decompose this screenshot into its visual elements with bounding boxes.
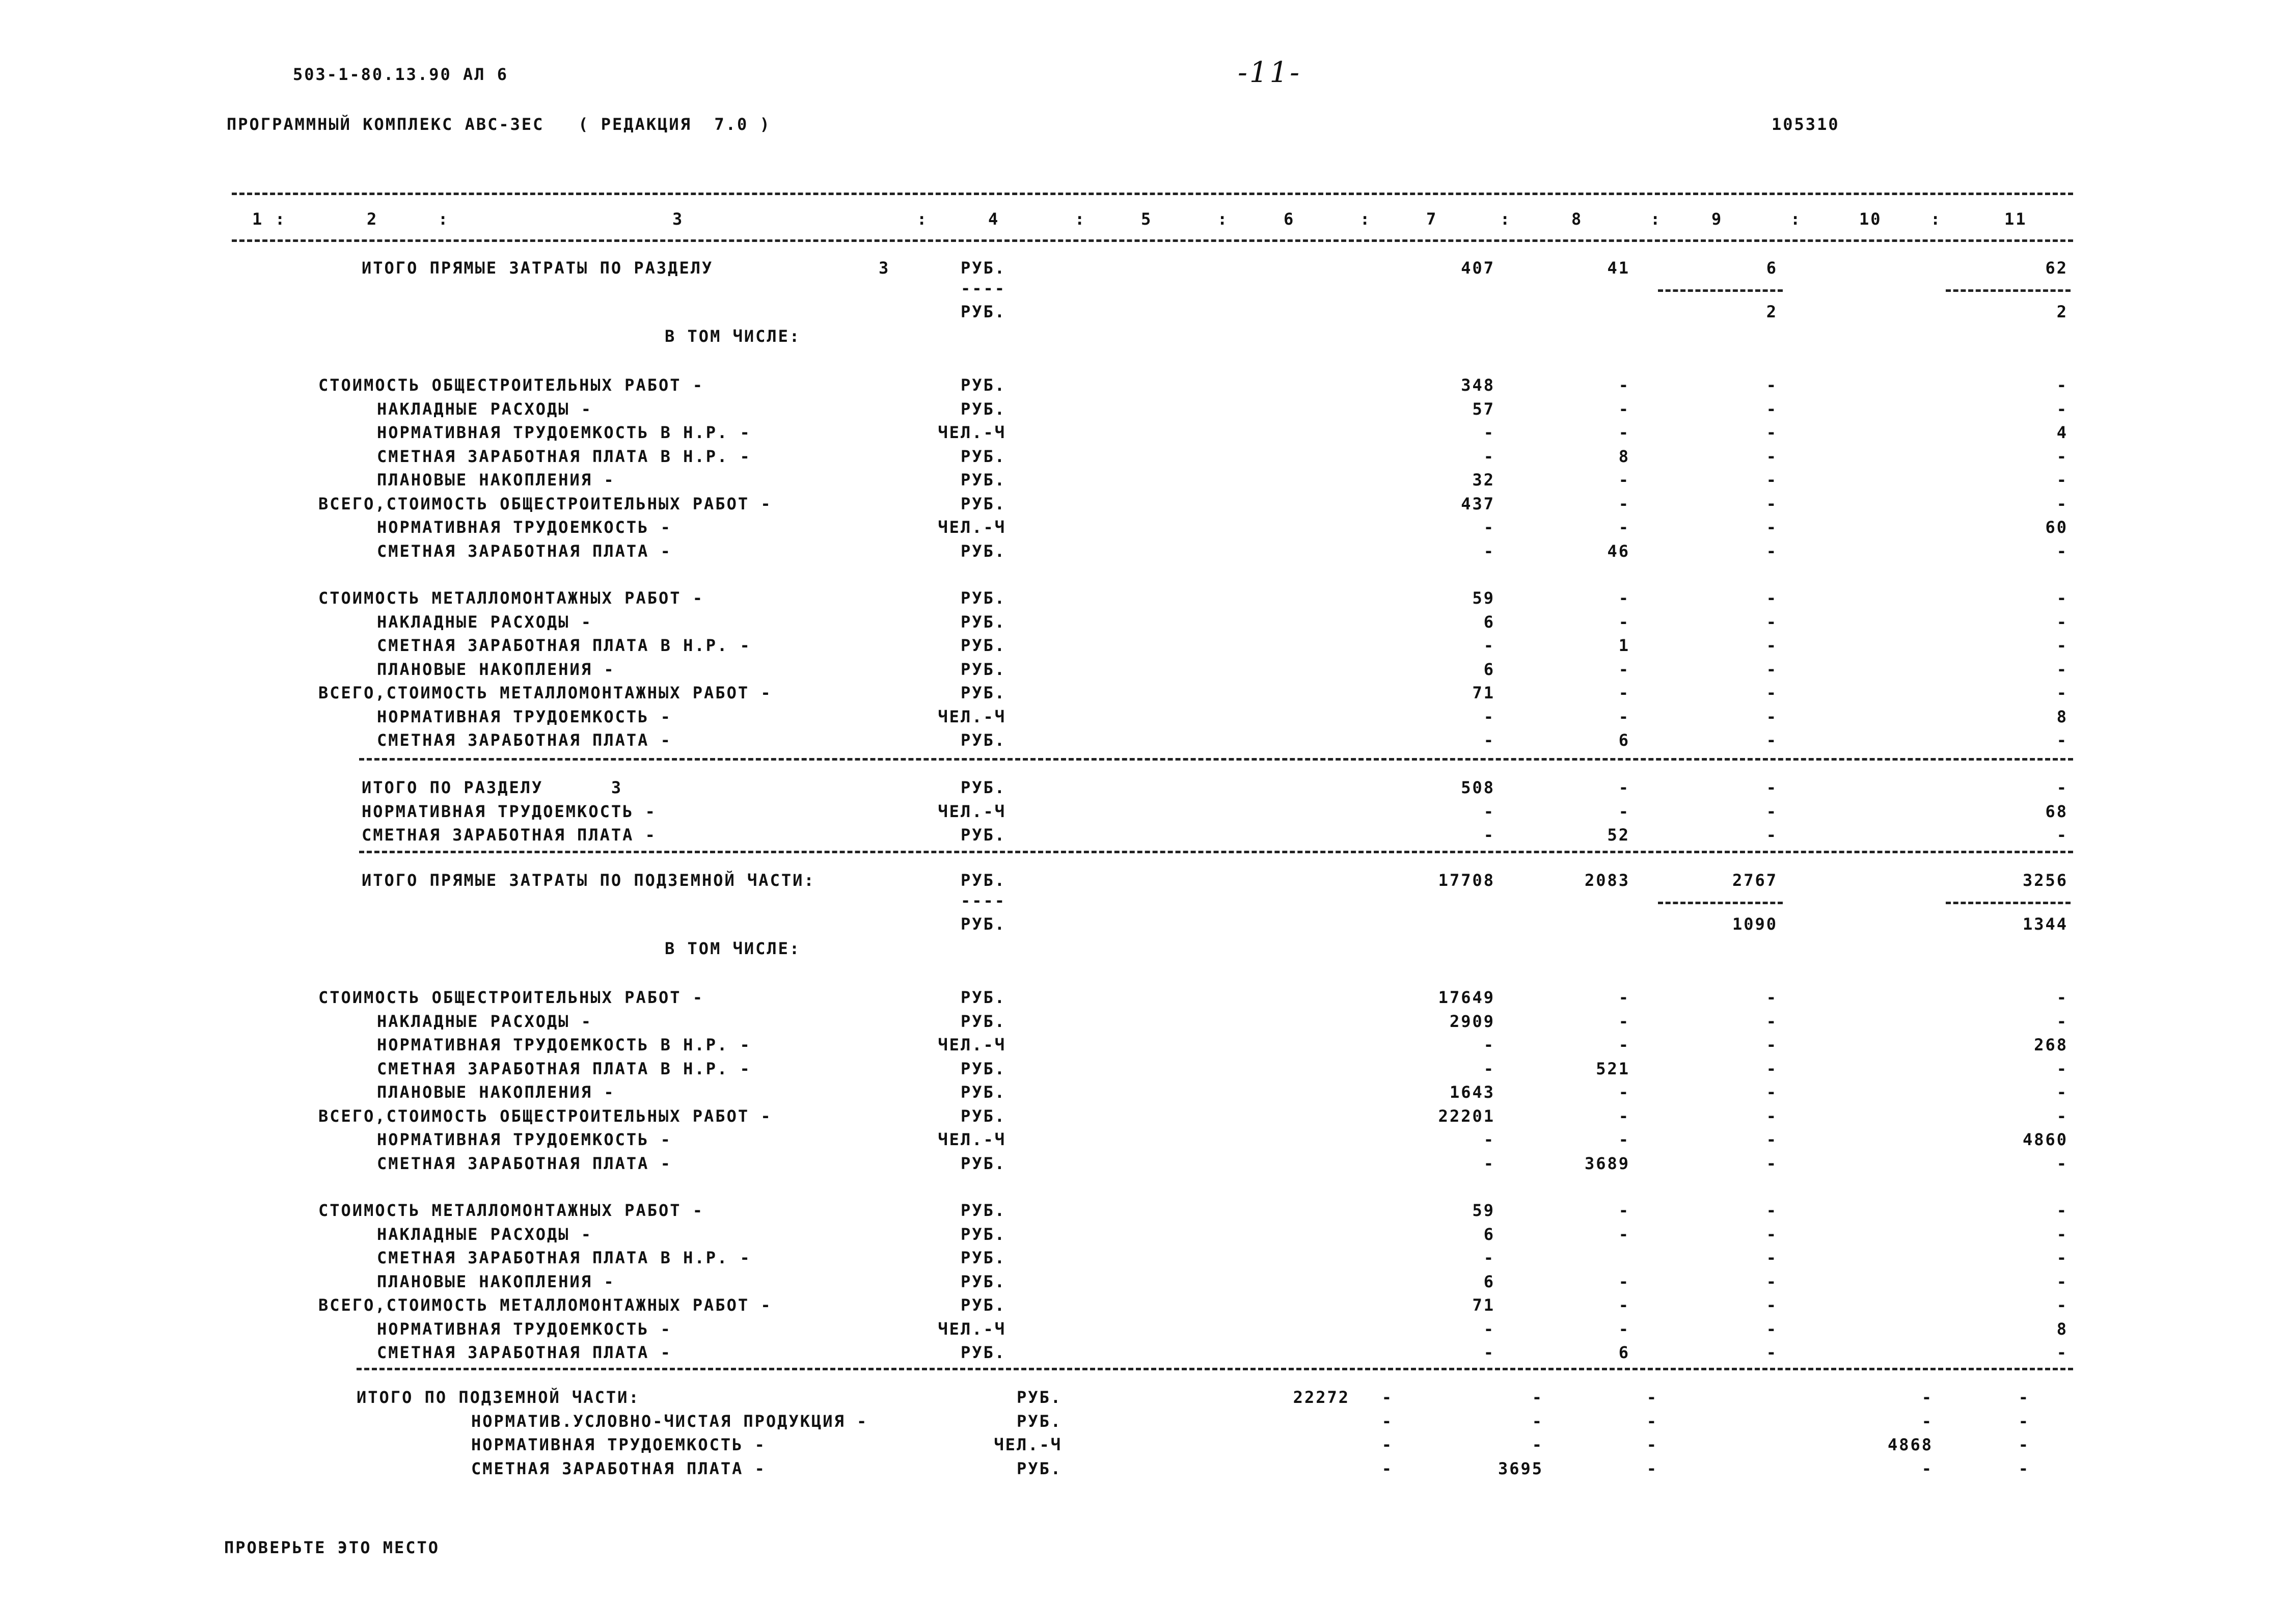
cell-c7: 348 — [1461, 375, 1495, 395]
cell-c11: - — [2056, 541, 2068, 561]
cell-c8: - — [1618, 423, 1630, 442]
cell-c8: - — [1532, 1435, 1543, 1454]
cell-c11: - — [2056, 730, 2068, 750]
cell-c9: - — [1766, 588, 1778, 608]
row-label: НАКЛАДНЫЕ РАСХОДЫ - — [377, 1011, 593, 1031]
cell-c8: - — [1618, 1319, 1630, 1339]
cell-c11: - — [2056, 636, 2068, 655]
table-header-rule — [232, 239, 2073, 242]
page-number: -11- — [1238, 56, 1302, 89]
cell-c11: 3256 — [2022, 871, 2068, 890]
row-label: СМЕТНАЯ ЗАРАБОТНАЯ ПЛАТА В Н.Р. - — [377, 1248, 751, 1267]
column-header-2: 2 — [367, 209, 378, 229]
cell-c11: - — [2056, 1106, 2068, 1126]
cell-c8: - — [1618, 1295, 1630, 1315]
cell-c9: - — [1766, 518, 1778, 537]
cell-c7: - — [1483, 1130, 1495, 1149]
column-separator: : — [1075, 209, 1086, 229]
cell-c8: - — [1532, 1411, 1543, 1431]
table-top-rule — [232, 193, 2073, 195]
row-label: ПЛАНОВЫЕ НАКОПЛЕНИЯ - — [377, 659, 615, 679]
cell-c9: - — [1766, 494, 1778, 513]
cell-c7: 59 — [1472, 588, 1495, 608]
cell-c11: 268 — [2034, 1035, 2068, 1054]
cell-c11: 1344 — [2022, 914, 2068, 934]
underground-total-rule — [357, 1368, 2073, 1370]
row-label: НАКЛАДНЫЕ РАСХОДЫ - — [377, 399, 593, 419]
cell-c7: - — [1483, 1035, 1495, 1054]
row-unit: РУБ. — [960, 988, 1006, 1007]
cell-c9: - — [1766, 541, 1778, 561]
cell-c9: 1090 — [1732, 914, 1778, 934]
cell-c7: - — [1483, 518, 1495, 537]
column-header-7: 7 — [1426, 209, 1438, 229]
cell-c9: - — [1766, 707, 1778, 726]
row-unit: РУБ. — [960, 914, 1006, 934]
row-label: ИТОГО ПРЯМЫЕ ЗАТРАТЫ ПО ПОДЗЕМНОЙ ЧАСТИ: — [362, 871, 815, 890]
cell-c11: 68 — [2045, 801, 2068, 821]
cell-c9: - — [1646, 1411, 1658, 1431]
cell-c7: 2909 — [1449, 1011, 1495, 1031]
row-label: НОРМАТИВНАЯ ТРУДОЕМКОСТЬ - — [377, 1319, 672, 1339]
row-label: НОРМАТИВНАЯ ТРУДОЕМКОСТЬ - — [377, 707, 672, 726]
cell-c11: - — [2056, 446, 2068, 466]
cell-c9: 6 — [1766, 258, 1778, 278]
cell-c11: 4860 — [2022, 1130, 2068, 1149]
cell-c8: - — [1618, 1011, 1630, 1031]
row-label: ИТОГО ПО ПОДЗЕМНОЙ ЧАСТИ: — [357, 1388, 640, 1407]
cell-c10: - — [1921, 1411, 1933, 1431]
cell-c11: 2 — [2056, 302, 2068, 321]
row-label: НОРМАТИВНАЯ ТРУДОЕМКОСТЬ - — [362, 801, 657, 821]
row-label: ВСЕГО,СТОИМОСТЬ МЕТАЛЛОМОНТАЖНЫХ РАБОТ - — [318, 1295, 772, 1315]
cell-c11: - — [2056, 588, 2068, 608]
cell-c8: - — [1618, 778, 1630, 797]
cell-c9: - — [1766, 399, 1778, 419]
cell-c6: 22272 — [1293, 1388, 1350, 1407]
cell-c7: - — [1381, 1435, 1393, 1454]
column-header-10: 10 — [1859, 209, 1882, 229]
cell-c9: - — [1766, 1059, 1778, 1078]
cell-c11: - — [2056, 988, 2068, 1007]
row-label: ПЛАНОВЫЕ НАКОПЛЕНИЯ - — [377, 1082, 615, 1102]
cell-c7: 407 — [1461, 258, 1495, 278]
cell-c9: - — [1766, 1343, 1778, 1362]
cell-c9: - — [1766, 988, 1778, 1007]
cell-c7: - — [1381, 1411, 1393, 1431]
row-unit: РУБ. — [960, 399, 1006, 419]
cell-c7: - — [1483, 423, 1495, 442]
cell-c7: 17649 — [1438, 988, 1495, 1007]
cell-c11: - — [2056, 375, 2068, 395]
column-header-9: 9 — [1711, 209, 1723, 229]
cell-c9: - — [1766, 801, 1778, 821]
cell-c8: - — [1618, 1201, 1630, 1220]
row-unit: РУБ. — [960, 659, 1006, 679]
row-label: СМЕТНАЯ ЗАРАБОТНАЯ ПЛАТА В Н.Р. - — [377, 1059, 751, 1078]
row-unit: РУБ. — [960, 1059, 1006, 1078]
row-unit: РУБ. — [960, 636, 1006, 655]
row-unit: РУБ. — [960, 1224, 1006, 1244]
cell-c8: 46 — [1607, 541, 1630, 561]
including-heading: В ТОМ ЧИСЛЕ: — [665, 327, 801, 346]
row-unit: РУБ. — [1016, 1388, 1062, 1407]
cell-c8: 6 — [1618, 1343, 1630, 1362]
row-label: СТОИМОСТЬ ОБЩЕСТРОИТЕЛЬНЫХ РАБОТ - — [318, 988, 704, 1007]
row-unit: ЧЕЛ.-Ч — [938, 423, 1006, 442]
row-unit: ЧЕЛ.-Ч — [938, 518, 1006, 537]
cell-c8: - — [1618, 683, 1630, 702]
section-number: 3 — [879, 258, 890, 278]
cell-c9: - — [1646, 1458, 1658, 1478]
section-total-rule — [359, 758, 2073, 761]
row-label: НОРМАТИВНАЯ ТРУДОЕМКОСТЬ - — [377, 1130, 672, 1149]
row-label: СМЕТНАЯ ЗАРАБОТНАЯ ПЛАТА - — [377, 541, 672, 561]
cell-c11: - — [2018, 1411, 2030, 1431]
row-unit: РУБ. — [960, 1153, 1006, 1173]
cell-c7: - — [1483, 446, 1495, 466]
row-label: ИТОГО ПРЯМЫЕ ЗАТРАТЫ ПО РАЗДЕЛУ — [362, 258, 714, 278]
row-label: ВСЕГО,СТОИМОСТЬ МЕТАЛЛОМОНТАЖНЫХ РАБОТ - — [318, 683, 772, 702]
cell-c9: - — [1766, 825, 1778, 845]
row-label: НАКЛАДНЫЕ РАСХОДЫ - — [377, 612, 593, 632]
cell-c9: - — [1766, 1201, 1778, 1220]
cell-c8: - — [1618, 399, 1630, 419]
row-unit: РУБ. — [1016, 1458, 1062, 1478]
cell-c9: - — [1766, 778, 1778, 797]
cell-c9: - — [1766, 1011, 1778, 1031]
row-unit: РУБ. — [960, 588, 1006, 608]
column-separator: : — [275, 209, 287, 229]
cell-c9: - — [1766, 1224, 1778, 1244]
cell-c8: - — [1618, 1035, 1630, 1054]
cell-c8: - — [1618, 707, 1630, 726]
subtotal-rule-c9 — [1658, 902, 1783, 904]
cell-c10: - — [1921, 1458, 1933, 1478]
cell-c9: - — [1766, 470, 1778, 490]
cell-c8: - — [1618, 1106, 1630, 1126]
cell-c9: - — [1766, 683, 1778, 702]
cell-c8: - — [1618, 1130, 1630, 1149]
cell-c7: 59 — [1472, 1201, 1495, 1220]
cell-c8: - — [1618, 588, 1630, 608]
cell-c7: 22201 — [1438, 1106, 1495, 1126]
cell-c8: - — [1618, 518, 1630, 537]
cell-c8: - — [1618, 801, 1630, 821]
cell-c11: - — [2056, 778, 2068, 797]
cell-c9: - — [1766, 636, 1778, 655]
cell-c7: - — [1483, 730, 1495, 750]
cell-c8: 3689 — [1584, 1153, 1630, 1173]
row-unit: ЧЕЛ.-Ч — [938, 707, 1006, 726]
cell-c11: - — [2056, 1153, 2068, 1173]
cell-c11: - — [2056, 1224, 2068, 1244]
cell-c11: - — [2056, 683, 2068, 702]
row-label: ИТОГО ПО РАЗДЕЛУ 3 — [362, 778, 623, 797]
cell-c10: - — [1921, 1388, 1933, 1407]
row-label: НОРМАТИВНАЯ ТРУДОЕМКОСТЬ - — [471, 1435, 766, 1454]
cell-c11: - — [2018, 1458, 2030, 1478]
cell-c7: - — [1483, 1248, 1495, 1267]
document-number: 105310 — [1772, 115, 1840, 134]
column-separator: : — [1217, 209, 1229, 229]
unit-marks: ---- — [960, 891, 1006, 910]
cell-c7: - — [1483, 1059, 1495, 1078]
cell-c11: 4 — [2056, 423, 2068, 442]
cell-c8: 41 — [1607, 258, 1630, 278]
cell-c8: - — [1618, 1271, 1630, 1291]
cell-c8: 2083 — [1584, 871, 1630, 890]
cell-c8: 3695 — [1498, 1458, 1543, 1478]
row-label: СМЕТНАЯ ЗАРАБОТНАЯ ПЛАТА - — [377, 730, 672, 750]
cell-c9: - — [1766, 1271, 1778, 1291]
row-label: НОРМАТИВ.УСЛОВНО-ЧИСТАЯ ПРОДУКЦИЯ - — [471, 1411, 868, 1431]
cell-c11: 62 — [2045, 258, 2068, 278]
cell-c7: 6 — [1483, 612, 1495, 632]
column-separator: : — [1930, 209, 1942, 229]
cell-c11: - — [2056, 1201, 2068, 1220]
document-code: 503-1-80.13.90 АЛ 6 — [293, 65, 509, 84]
cell-c8: - — [1618, 612, 1630, 632]
row-label: СМЕТНАЯ ЗАРАБОТНАЯ ПЛАТА - — [377, 1343, 672, 1362]
column-header-1: 1 — [252, 209, 264, 229]
cell-c9: 2767 — [1732, 871, 1778, 890]
cell-c9: - — [1766, 1295, 1778, 1315]
column-separator: : — [1360, 209, 1372, 229]
cell-c11: - — [2056, 399, 2068, 419]
cell-c9: - — [1646, 1388, 1658, 1407]
cell-c7: 508 — [1461, 778, 1495, 797]
row-unit: РУБ. — [960, 730, 1006, 750]
row-label: НОРМАТИВНАЯ ТРУДОЕМКОСТЬ - — [377, 518, 672, 537]
cell-c11: 8 — [2056, 1319, 2068, 1339]
cell-c7: 437 — [1461, 494, 1495, 513]
row-label: СТОИМОСТЬ МЕТАЛЛОМОНТАЖНЫХ РАБОТ - — [318, 588, 704, 608]
cell-c11: - — [2056, 1248, 2068, 1267]
cell-c8: 6 — [1618, 730, 1630, 750]
cell-c7: 57 — [1472, 399, 1495, 419]
row-label: ВСЕГО,СТОИМОСТЬ ОБЩЕСТРОИТЕЛЬНЫХ РАБОТ - — [318, 1106, 772, 1126]
cell-c8: - — [1618, 375, 1630, 395]
cell-c8: - — [1618, 659, 1630, 679]
cell-c7: 17708 — [1438, 871, 1495, 890]
row-unit: РУБ. — [960, 494, 1006, 513]
cell-c7: - — [1483, 825, 1495, 845]
column-separator: : — [1790, 209, 1802, 229]
row-unit: РУБ. — [960, 1343, 1006, 1362]
row-label: СМЕТНАЯ ЗАРАБОТНАЯ ПЛАТА - — [362, 825, 657, 845]
cell-c11: - — [2056, 659, 2068, 679]
row-unit: РУБ. — [960, 1106, 1006, 1126]
cell-c11: - — [2056, 1082, 2068, 1102]
row-unit: РУБ. — [960, 375, 1006, 395]
column-header-8: 8 — [1571, 209, 1583, 229]
cell-c7: 6 — [1483, 1224, 1495, 1244]
row-unit: РУБ. — [1016, 1411, 1062, 1431]
section-end-rule — [359, 851, 2073, 853]
row-label: НОРМАТИВНАЯ ТРУДОЕМКОСТЬ В Н.Р. - — [377, 1035, 751, 1054]
cell-c7: - — [1483, 707, 1495, 726]
cell-c11: - — [2018, 1435, 2030, 1454]
cell-c7: 6 — [1483, 659, 1495, 679]
cell-c9: - — [1766, 612, 1778, 632]
cell-c7: - — [1483, 636, 1495, 655]
row-label: ВСЕГО,СТОИМОСТЬ ОБЩЕСТРОИТЕЛЬНЫХ РАБОТ - — [318, 494, 772, 513]
cell-c7: 32 — [1472, 470, 1495, 490]
cell-c8: - — [1618, 988, 1630, 1007]
row-label: НОРМАТИВНАЯ ТРУДОЕМКОСТЬ В Н.Р. - — [377, 423, 751, 442]
row-unit: РУБ. — [960, 778, 1006, 797]
row-label: ПЛАНОВЫЕ НАКОПЛЕНИЯ - — [377, 470, 615, 490]
row-unit: РУБ. — [960, 612, 1006, 632]
cell-c11: - — [2056, 612, 2068, 632]
cell-c9: 2 — [1766, 302, 1778, 321]
row-label: СТОИМОСТЬ МЕТАЛЛОМОНТАЖНЫХ РАБОТ - — [318, 1201, 704, 1220]
row-unit: ЧЕЛ.-Ч — [938, 801, 1006, 821]
row-label: СТОИМОСТЬ ОБЩЕСТРОИТЕЛЬНЫХ РАБОТ - — [318, 375, 704, 395]
cell-c7: 71 — [1472, 1295, 1495, 1315]
cell-c11: - — [2056, 1059, 2068, 1078]
row-unit: РУБ. — [960, 1011, 1006, 1031]
row-unit: ЧЕЛ.-Ч — [938, 1035, 1006, 1054]
cell-c9: - — [1766, 1248, 1778, 1267]
column-separator: : — [1500, 209, 1512, 229]
subtotal-rule-c9 — [1658, 289, 1783, 292]
row-label: СМЕТНАЯ ЗАРАБОТНАЯ ПЛАТА - — [471, 1458, 766, 1478]
cell-c11: - — [2056, 470, 2068, 490]
row-unit: РУБ. — [960, 825, 1006, 845]
cell-c11: - — [2056, 825, 2068, 845]
footer-note: ПРОВЕРЬТЕ ЭТО МЕСТО — [224, 1538, 440, 1557]
row-unit: ЧЕЛ.-Ч — [938, 1130, 1006, 1149]
row-unit: РУБ. — [960, 1201, 1006, 1220]
row-unit: РУБ. — [960, 1295, 1006, 1315]
program-title: ПРОГРАММНЫЙ КОМПЛЕКС АВС-ЗЕС ( РЕДАКЦИЯ 7.0 ) — [227, 115, 771, 134]
row-unit: РУБ. — [960, 871, 1006, 890]
cell-c9: - — [1766, 1319, 1778, 1339]
cell-c9: - — [1766, 375, 1778, 395]
row-label: НАКЛАДНЫЕ РАСХОДЫ - — [377, 1224, 593, 1244]
cell-c8: - — [1618, 1224, 1630, 1244]
cell-c8: - — [1618, 1082, 1630, 1102]
row-unit: РУБ. — [960, 1271, 1006, 1291]
cell-c9: - — [1766, 659, 1778, 679]
column-header-6: 6 — [1284, 209, 1295, 229]
cell-c7: - — [1381, 1388, 1393, 1407]
cell-c11: - — [2056, 494, 2068, 513]
row-unit: РУБ. — [960, 258, 1006, 278]
cell-c9: - — [1766, 1106, 1778, 1126]
row-label: ПЛАНОВЫЕ НАКОПЛЕНИЯ - — [377, 1271, 615, 1291]
column-header-11: 11 — [2004, 209, 2027, 229]
cell-c11: - — [2056, 1295, 2068, 1315]
row-label: СМЕТНАЯ ЗАРАБОТНАЯ ПЛАТА В Н.Р. - — [377, 446, 751, 466]
row-unit: РУБ. — [960, 683, 1006, 702]
cell-c9: - — [1766, 1035, 1778, 1054]
cell-c10: 4868 — [1887, 1435, 1933, 1454]
row-unit: РУБ. — [960, 470, 1006, 490]
column-separator: : — [917, 209, 929, 229]
subtotal-rule-c11 — [1946, 902, 2071, 904]
cell-c8: 1 — [1618, 636, 1630, 655]
including-heading: В ТОМ ЧИСЛЕ: — [665, 939, 801, 958]
cell-c8: 8 — [1618, 446, 1630, 466]
cell-c8: - — [1618, 470, 1630, 490]
column-header-3: 3 — [672, 209, 684, 229]
row-unit: РУБ. — [960, 1082, 1006, 1102]
row-unit: РУБ. — [960, 541, 1006, 561]
unit-marks: ---- — [960, 279, 1006, 298]
cell-c8: - — [1532, 1388, 1543, 1407]
cell-c9: - — [1766, 730, 1778, 750]
cell-c8: 521 — [1596, 1059, 1630, 1078]
cell-c9: - — [1766, 1130, 1778, 1149]
column-separator: : — [438, 209, 450, 229]
cell-c9: - — [1766, 423, 1778, 442]
row-unit: ЧЕЛ.-Ч — [994, 1435, 1062, 1454]
column-separator: : — [1650, 209, 1662, 229]
cell-c7: - — [1483, 1343, 1495, 1362]
column-header-4: 4 — [988, 209, 1000, 229]
cell-c9: - — [1766, 1082, 1778, 1102]
cell-c9: - — [1766, 1153, 1778, 1173]
cell-c7: 1643 — [1449, 1082, 1495, 1102]
cell-c7: 71 — [1472, 683, 1495, 702]
cell-c7: - — [1483, 801, 1495, 821]
cell-c7: 6 — [1483, 1271, 1495, 1291]
cell-c11: - — [2056, 1343, 2068, 1362]
cell-c11: - — [2056, 1011, 2068, 1031]
row-unit: РУБ. — [960, 446, 1006, 466]
row-unit: ЧЕЛ.-Ч — [938, 1319, 1006, 1339]
cell-c9: - — [1766, 446, 1778, 466]
cell-c8: - — [1618, 494, 1630, 513]
subtotal-rule-c11 — [1946, 289, 2071, 292]
cell-c7: - — [1483, 1153, 1495, 1173]
cell-c7: - — [1483, 541, 1495, 561]
row-unit: РУБ. — [960, 302, 1006, 321]
row-label: СМЕТНАЯ ЗАРАБОТНАЯ ПЛАТА В Н.Р. - — [377, 636, 751, 655]
cell-c7: - — [1381, 1458, 1393, 1478]
cell-c9: - — [1646, 1435, 1658, 1454]
cell-c8: 52 — [1607, 825, 1630, 845]
cell-c11: 60 — [2045, 518, 2068, 537]
row-label: СМЕТНАЯ ЗАРАБОТНАЯ ПЛАТА - — [377, 1153, 672, 1173]
cell-c11: - — [2018, 1388, 2030, 1407]
cell-c11: 8 — [2056, 707, 2068, 726]
cell-c11: - — [2056, 1271, 2068, 1291]
cell-c7: - — [1483, 1319, 1495, 1339]
column-header-5: 5 — [1141, 209, 1153, 229]
row-unit: РУБ. — [960, 1248, 1006, 1267]
